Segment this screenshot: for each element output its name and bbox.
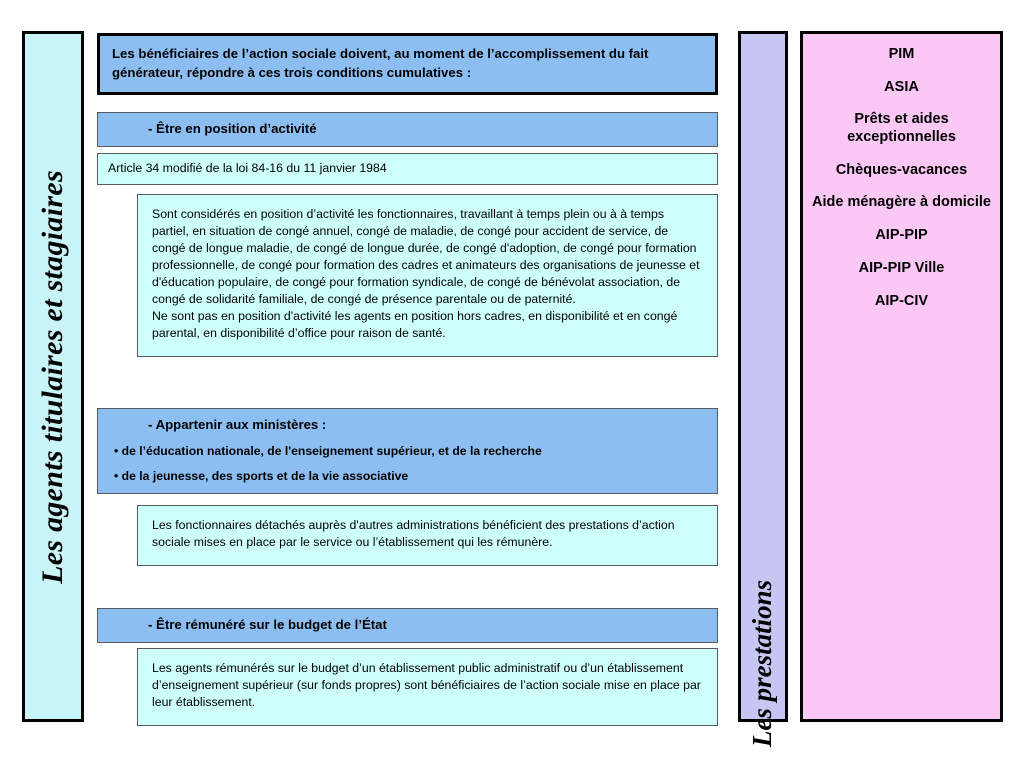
section-heading-budget-etat-label: - Être rémunéré sur le budget de l’État [148,617,387,632]
ministere-bullet-jeunesse: • de la jeunesse, des sports et de la vie associative [114,468,705,484]
note-text-position-activite-2: Ne sont pas en position d'activité les agents en position hors cadres, en disponibilité et en congé parental, en disponibilité d’office pour raison de santé. [152,308,678,340]
section-heading-ministeres-label: - Appartenir aux ministères : [148,417,327,432]
section-heading-ministeres [97,408,718,494]
prestation-item: AIP-CIV [874,292,929,309]
prestation-item: ASIA [884,78,919,95]
prestation-item: Prêts et aides exceptionnelles [847,111,956,146]
prestation-item: AIP-PIP Ville [858,259,945,276]
intro-text: Les bénéficiaires de l’action sociale doivent, au moment de l’accomplissement du fait générateur, répondre à ces trois conditions cumulatives : [112,46,649,80]
right-banner-label: Les prestations [747,579,778,748]
ministere-bullet-education: • de l’éducation nationale, de l'enseignement supérieur, et de la recherche [114,443,705,459]
prestation-item: Aide ménagère à domicile [812,194,991,211]
prestation-item: Chèques-vacances [835,161,968,178]
prestation-item: AIP-PIP [875,227,928,244]
intro-box [97,33,718,95]
note-box-position-activite [137,194,718,357]
section-heading-activite-label: - Être en position d’activité [148,121,317,136]
note-box-budget-etablissement [137,648,718,726]
section-heading-activite [97,112,718,147]
note-text-position-activite: Sont considérés en position d’activité les fonctionnaires, travaillant à temps plein ou à à temps partiel, en situation de congé annuel, congé de maladie, de congé pour accident de service, de congé de longue maladie, de congé de longue durée, de congé d'adoption, de congé pour formation professionnelle, de congé pour formation des cadres et animateurs des organisations de jeunesse et d'éducation populaire, de congé pour formation syndicale, de congé de bénévolat association, de congé de solidarité familiale, de congé de présence parentale ou de paternité. [152,207,700,306]
reference-text-article-34: Article 34 modifié de la loi 84-16 du 11 janvier 1984 [108,161,387,175]
note-box-fonctionnaires-detaches [137,505,718,566]
right-vertical-banner [738,31,788,748]
note-text-budget-etablissement: Les agents rémunérés sur le budget d’un établissement public administratif ou d’un établissement d’enseignement supérieur (sur fonds propres) sont bénéficiaires de l’action sociale mise en place par leur établissement. [152,661,701,709]
prestation-item: PIM [888,46,915,62]
left-banner-label: Les agents titulaires et stagiaires [36,169,70,584]
section-heading-budget-etat [97,608,718,643]
note-text-fonctionnaires-detaches: Les fonctionnaires détachés auprès d'autres administrations bénéficient des prestations d’action sociale mises en place par le service ou l’établissement qui les rémunère. [152,518,675,549]
prestations-panel [800,31,1003,722]
reference-box-article-34 [97,153,718,185]
